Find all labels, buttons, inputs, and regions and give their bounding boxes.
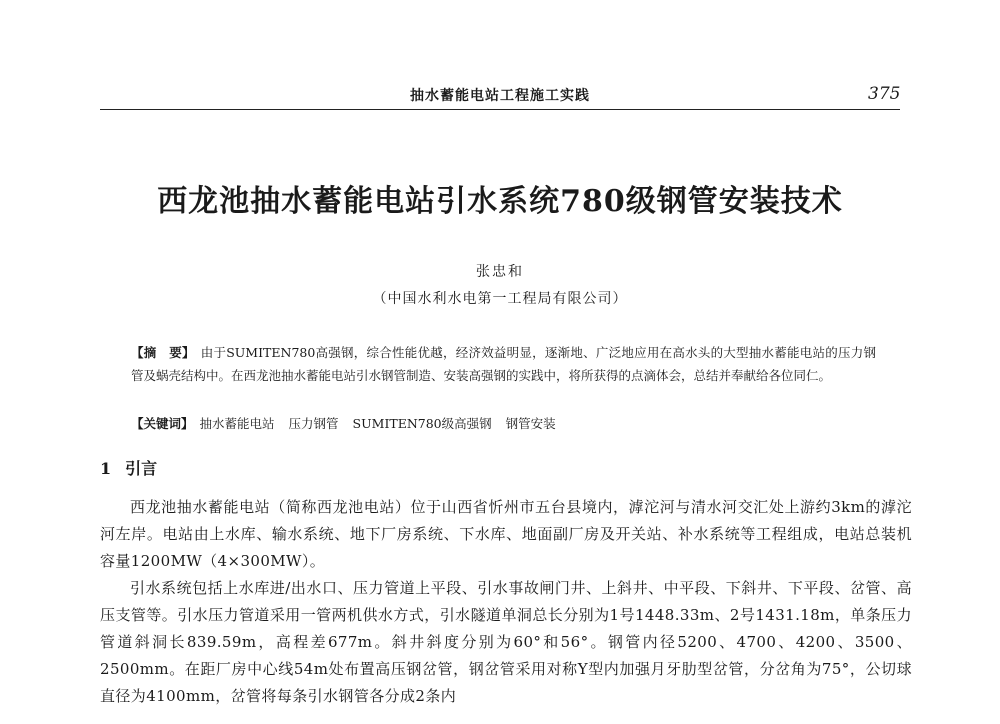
abstract [131,341,876,387]
keyword-item: 抽水蓄能电站 [199,416,275,431]
abstract-text: 由于SUMITEN780高强钢，综合性能优越，经济效益明显，逐渐地、广泛地应用在高水头的大型抽水蓄能电站的压力钢管及蜗壳结构中。在西龙池抽水蓄能电站引水钢管制造、安装高强钢的实践中，将所获得的点滴体会，总结并奉献给各位同仁。 [131,345,876,383]
body-text [100,494,912,710]
author-name: 张忠和 [476,264,524,280]
keywords [131,414,876,434]
running-header-title: 抽水蓄能电站工程施工实践 [410,88,590,104]
abstract-label: 【摘 要】 [131,345,195,360]
header-rule [100,109,900,110]
author-affiliation: （中国水利水电第一工程局有限公司） [372,291,628,307]
keyword-item: 压力钢管 [288,416,339,431]
keyword-item: 钢管安装 [505,416,556,431]
section-number: 1 [100,459,112,478]
keyword-item: SUMITEN780级高强钢 [352,416,492,431]
body-paragraph: 引水系统包括上水库进/出水口、压力管道上平段、引水事故闸门井、上斜井、中平段、下斜井、下平段、岔管、高压支管等。引水压力管道采用一管两机供水方式，引水隧道单洞总长分别为1号1448.33m、2号1431.18m，单条压力管道斜洞长839.59m，高程差677m。斜井斜度分别为60°和56°。钢管内径5200、4700、4200、3500、2500mm。在距厂房中心线54m处布置高压钢岔管，钢岔管采用对称Y型内加强月牙肋型岔管，分岔角为75°，公切球直径为4100mm，岔管将每条引水钢管各分成2条内 [100,579,912,705]
page-number: 375 [868,84,901,104]
keywords-label: 【关键词】 [131,416,194,431]
article-title: 西龙池抽水蓄能电站引水系统780级钢管安装技术 [157,184,843,219]
body-paragraph: 西龙池抽水蓄能电站（简称西龙池电站）位于山西省忻州市五台县境内，滹沱河与清水河交汇处上游约3km的滹沱河左岸。电站由上水库、输水系统、地下厂房系统、下水库、地面副厂房及开关站、补水系统等工程组成，电站总装机容量1200MW（4×300MW）。 [100,498,912,570]
section-heading [100,456,157,479]
section-title: 引言 [125,459,158,478]
